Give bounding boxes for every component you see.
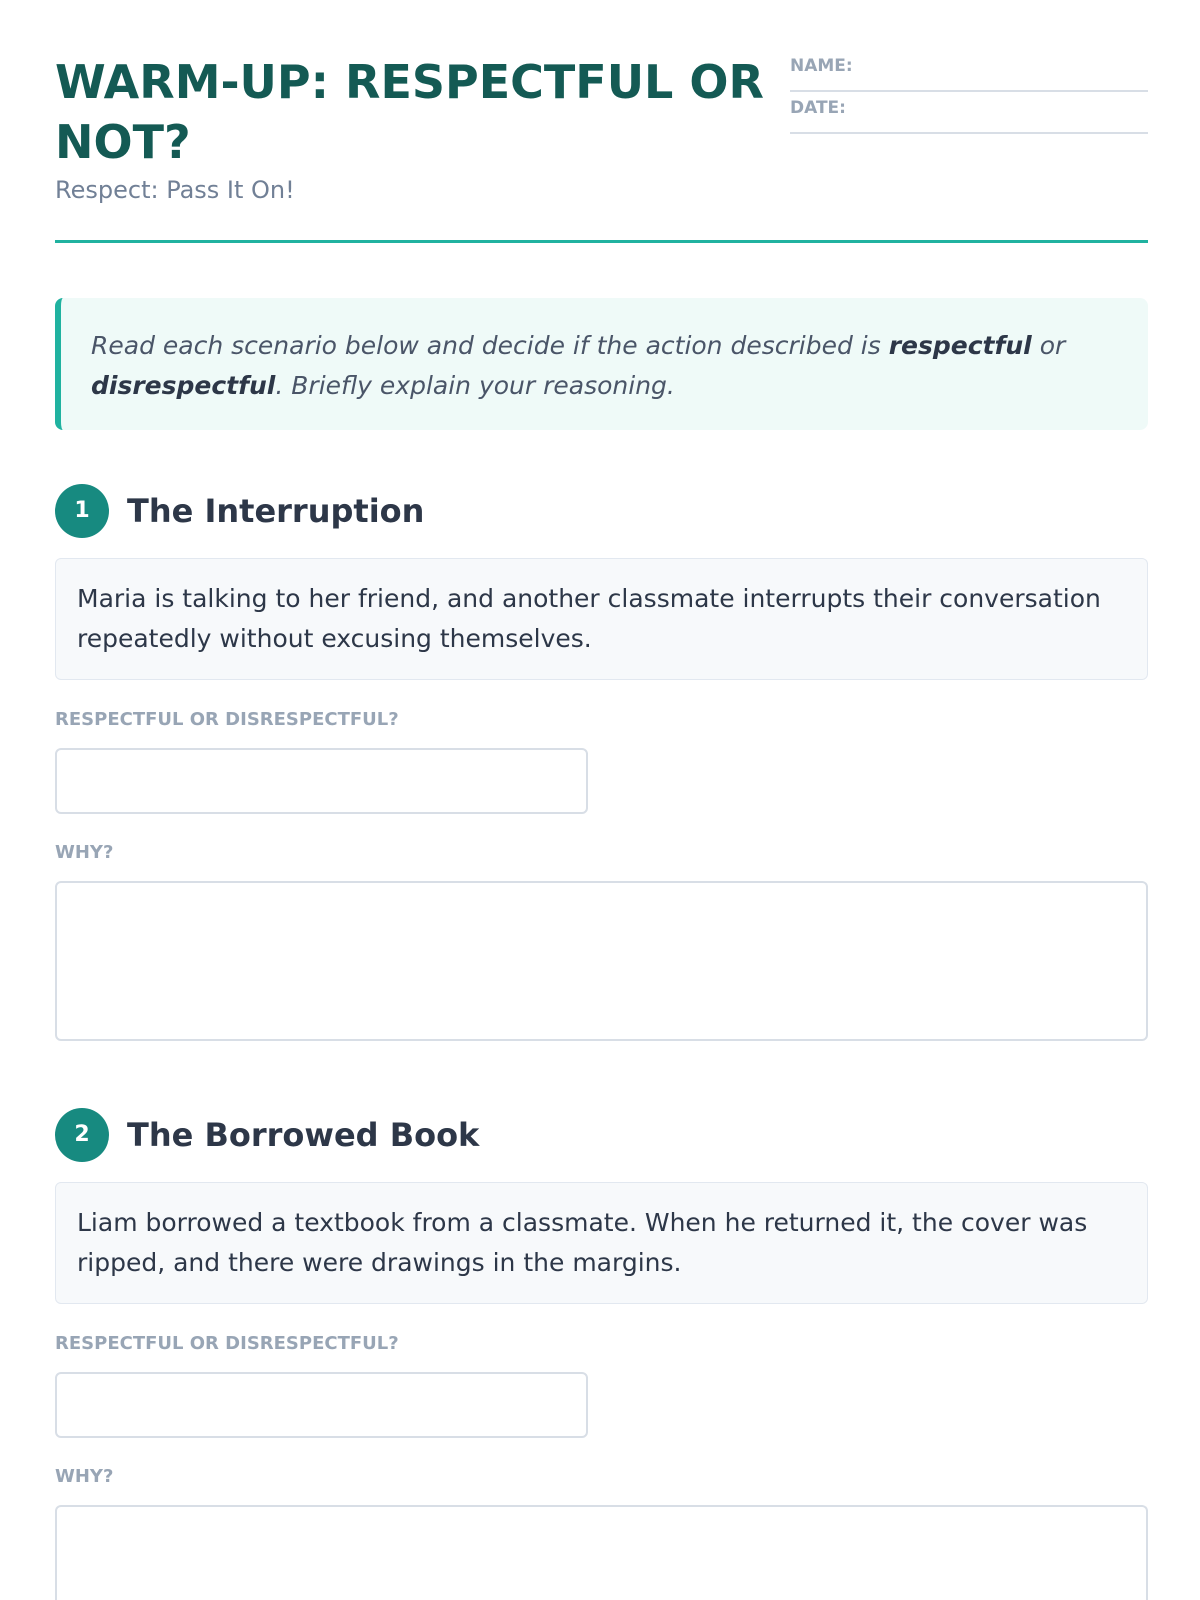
page-subtitle: Respect: Pass It On! [55,176,295,204]
scenario-text-box: Liam borrowed a textbook from a classmate. When he returned it, the cover was ripped, and there were drawings in the margins. [55,1182,1148,1304]
scenario-1 [55,484,1148,863]
instructions-disrespectful: disrespectful [91,371,276,400]
why-answer-field[interactable] [55,881,1148,1041]
date-label: DATE: [790,98,846,118]
respectful-question-label: RESPECTFUL OR DISRESPECTFUL? [55,1333,399,1354]
date-field[interactable] [790,94,1148,134]
worksheet-page [55,0,1148,1487]
instructions-text-2: or [1031,331,1066,360]
page-title: WARM-UP: RESPECTFUL OR NOT? [55,55,764,169]
name-label: NAME: [790,56,853,76]
respectful-question-label: RESPECTFUL OR DISRESPECTFUL? [55,709,399,730]
worksheet-header [55,0,1148,245]
why-label: WHY? [55,842,114,863]
scenario-number-badge: 2 [55,1108,109,1162]
scenario-header [55,1108,1148,1164]
instructions-text-1: Read each scenario below and decide if the action described is [91,331,889,360]
instructions-text-3: . Briefly explain your reasoning. [275,371,675,400]
scenario-2 [55,1108,1148,1487]
why-answer-field[interactable] [55,1505,1148,1600]
scenario-title: The Interruption [127,492,425,530]
respectful-answer-field[interactable] [55,1372,588,1438]
name-date-block [790,52,1148,136]
instructions-respectful: respectful [888,331,1032,360]
why-label: WHY? [55,1466,114,1487]
scenario-title: The Borrowed Book [127,1116,480,1154]
header-divider [55,240,1148,243]
instructions-box [55,298,1148,430]
scenario-text-box: Maria is talking to her friend, and another classmate interrupts their conversation repeatedly without excusing themselves. [55,558,1148,680]
name-field[interactable] [790,52,1148,92]
scenario-number-badge: 1 [55,484,109,538]
scenario-header [55,484,1148,540]
respectful-answer-field[interactable] [55,748,588,814]
